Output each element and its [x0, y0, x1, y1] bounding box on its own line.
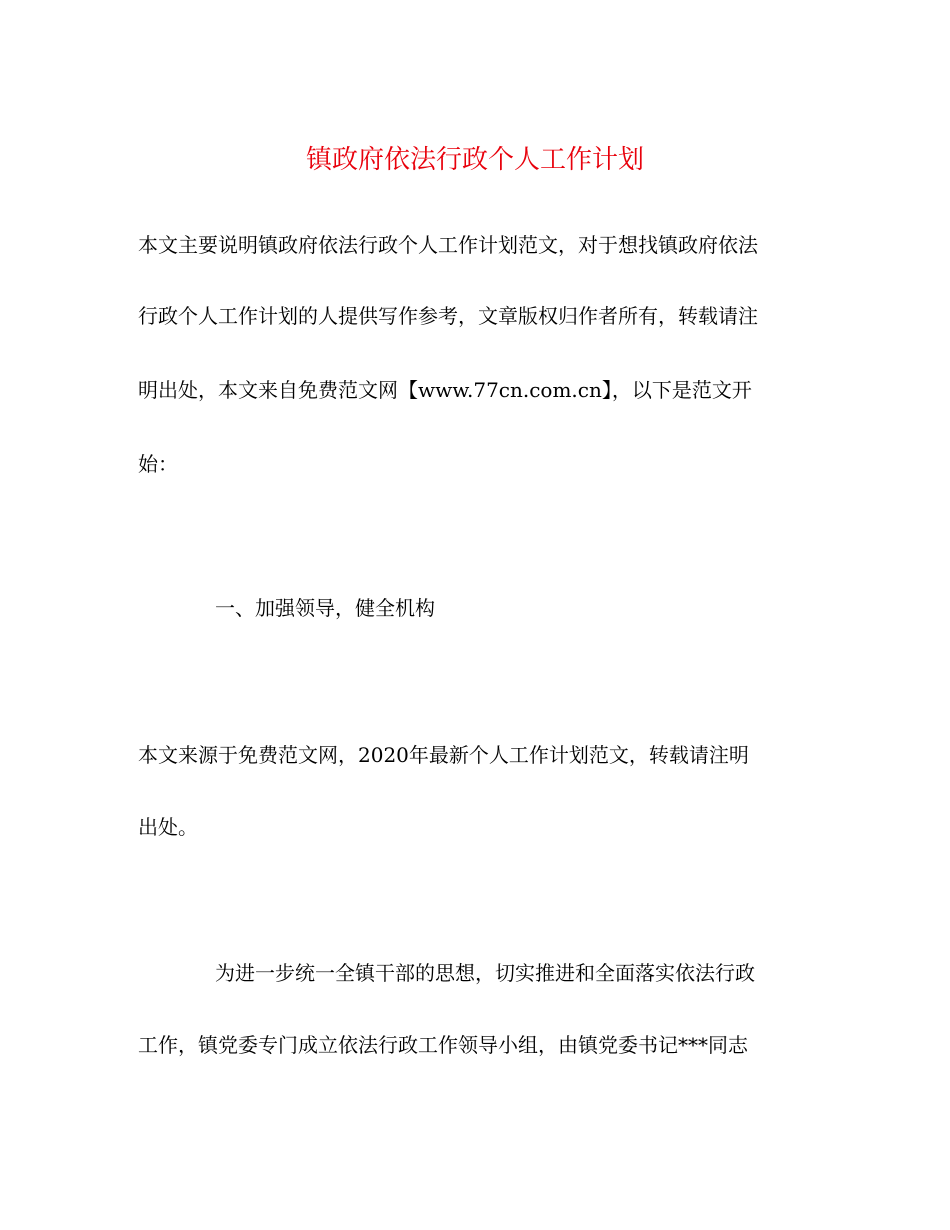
source-line-1: 本文来源于免费范文网，2020年最新个人工作计划范文，转载请注明	[138, 743, 749, 767]
section-heading: 一、加强领导，健全机构	[215, 596, 435, 620]
intro-line-2: 行政个人工作计划的人提供写作参考，文章版权归作者所有，转载请注	[138, 304, 758, 328]
source-line-2: 出处。	[138, 815, 198, 839]
intro-line-1: 本文主要说明镇政府依法行政个人工作计划范文，对于想找镇政府依法	[138, 233, 758, 257]
document-title: 镇政府依法行政个人工作计划	[305, 145, 644, 175]
intro-line-4: 始：	[138, 452, 178, 476]
intro-line-3: 明出处，本文来自免费范文网【www.77cn.com.cn】，以下是范文开	[138, 378, 752, 402]
body-line-1: 为进一步统一全镇干部的思想，切实推进和全面落实依法行政	[215, 961, 755, 985]
body-line-2: 工作，镇党委专门成立依法行政工作领导小组，由镇党委书记***同志	[138, 1033, 748, 1057]
